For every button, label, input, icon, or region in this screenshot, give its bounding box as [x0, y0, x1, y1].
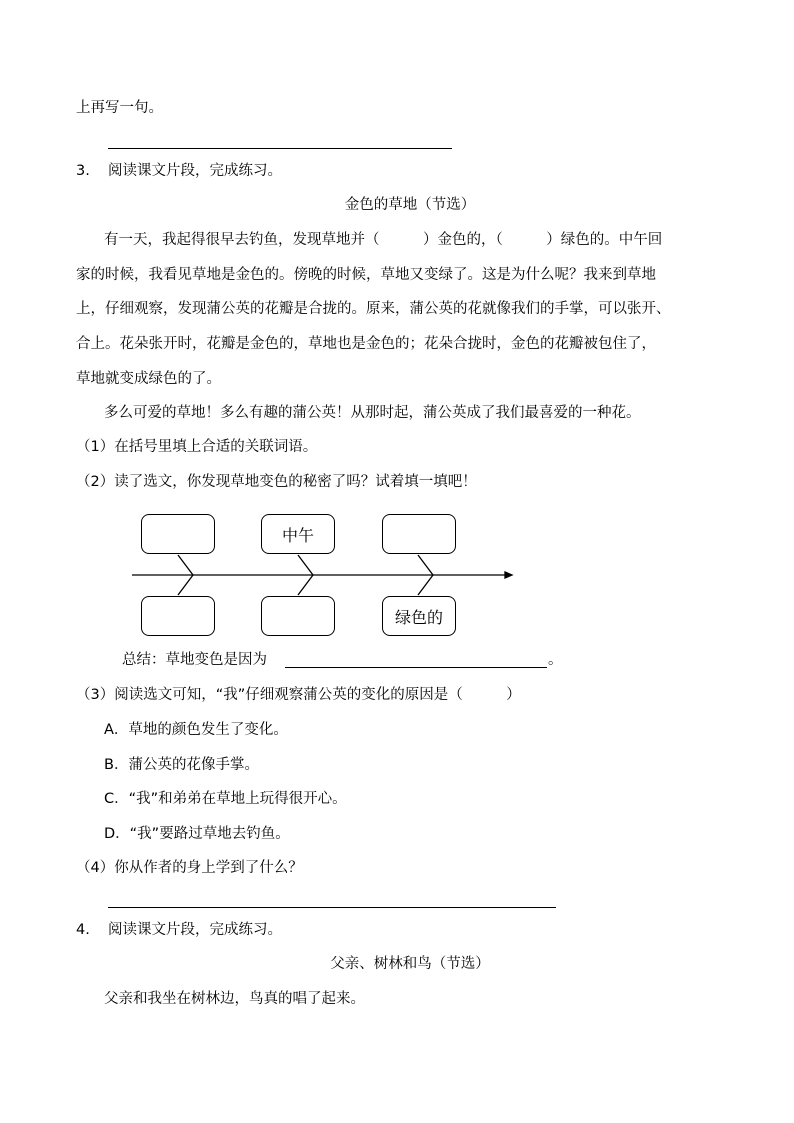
passage-line: 有一天，我起得很早去钓鱼，发现草地并（ ）金色的，（ ）绿色的。中午回 — [104, 232, 663, 248]
summary-label: 总结：草地变色是因为 — [122, 652, 267, 668]
diagram-box-bottom-1[interactable] — [141, 596, 215, 636]
diagram-box-top-3[interactable] — [382, 514, 456, 554]
prev-question-tail: 上再写一句。 — [76, 100, 163, 116]
q3-sub1: （1）在括号里填上合适的关联词语。 — [76, 439, 318, 455]
answer-line-sub4[interactable] — [108, 907, 556, 908]
q3-sub2: （2）读了选文，你发现草地变色的秘密了吗？试着填一填吧！ — [76, 474, 477, 490]
option-b[interactable]: B．蒲公英的花像手掌。 — [104, 757, 259, 773]
summary-end: 。 — [548, 652, 563, 668]
passage-line: 草地就变成绿色的了。 — [76, 371, 221, 387]
q3-sub4: （4）你从作者的身上学到了什么？ — [76, 860, 303, 876]
passage-line: 上，仔细观察，发现蒲公英的花瓣是合拢的。原来，蒲公英的花就像我们的手掌，可以张开、 — [76, 301, 671, 317]
diagram-box-bottom-2[interactable] — [261, 596, 335, 636]
q3-title: 金色的草地（节选） — [344, 197, 476, 213]
option-a[interactable]: A．草地的颜色发生了变化。 — [104, 722, 288, 738]
timeline-arrow-head — [505, 572, 512, 578]
q4-passage-line: 父亲和我坐在树林边，鸟真的唱了起来。 — [104, 991, 365, 1007]
option-d[interactable]: D．“我”要路过草地去钓鱼。 — [104, 826, 290, 842]
q4-number: 4. — [76, 922, 90, 938]
summary-answer-line[interactable] — [285, 667, 547, 668]
q3-number: 3. — [76, 163, 90, 179]
q4-title: 父亲、树林和鸟（节选） — [330, 956, 490, 972]
diagram-box-top-1[interactable] — [141, 514, 215, 554]
option-c[interactable]: C．“我”和弟弟在草地上玩得很开心。 — [104, 791, 347, 807]
q4-instruction: 阅读课文片段，完成练习。 — [108, 922, 282, 938]
passage-line: 家的时候，我看见草地是金色的。傍晚的时候，草地又变绿了。这是为什么呢？我来到草地 — [76, 267, 656, 283]
passage-line: 多么可爱的草地！多么有趣的蒲公英！从那时起，蒲公英成了我们最喜爱的一种花。 — [104, 405, 641, 421]
q3-instruction: 阅读课文片段，完成练习。 — [108, 163, 282, 179]
passage-line: 合上。花朵张开时，花瓣是金色的，草地也是金色的；花朵合拢时，金色的花瓣被包住了， — [76, 336, 656, 352]
q3-sub3: （3）阅读选文可知，“我”仔细观察蒲公英的变化的原因是（ ） — [76, 687, 521, 703]
diagram-box-top-2: 中午 — [261, 514, 335, 554]
diagram-box-bottom-3: 绿色的 — [382, 596, 456, 636]
